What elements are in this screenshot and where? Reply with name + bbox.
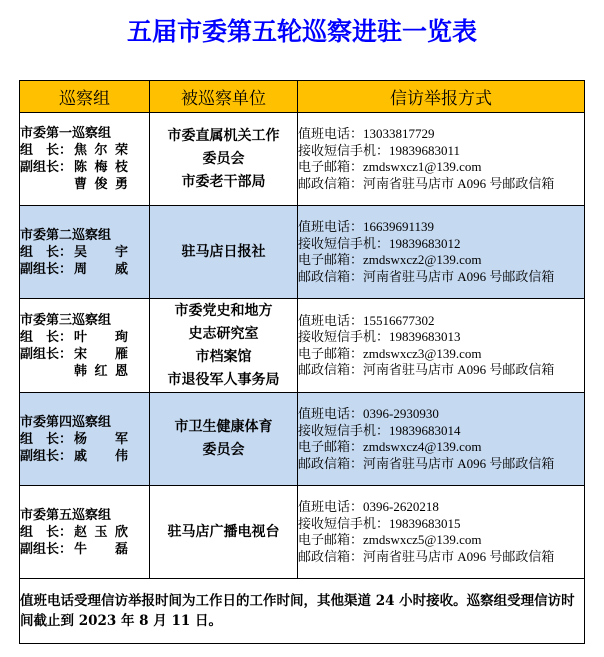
unit-name: 市委直属机关工作 <box>167 127 280 144</box>
leader-name: 焦尔荣 <box>74 143 128 158</box>
table-row <box>20 113 585 206</box>
unit-name: 驻马店日报社 <box>181 243 266 260</box>
sms-phone: 接收短信手机：19839683013 <box>298 329 461 344</box>
deputy-name: 周 威 <box>74 261 128 277</box>
contact-cell <box>298 299 585 393</box>
deputy-name: 宋 雁 <box>74 346 128 362</box>
leader-label: 组 长： <box>20 244 73 260</box>
postal-mailbox: 邮政信箱：河南省驻马店市 A096 号邮政信箱 <box>298 455 555 471</box>
group-name: 市委第五巡察组 <box>20 507 112 523</box>
duty-phone: 值班电话：13033817729 <box>298 126 435 141</box>
deputy-name: 韩红恩 <box>74 363 128 379</box>
email: 电子邮箱：zmdswxcz4@139.com <box>298 439 482 454</box>
unit-name: 驻马店广播电视台 <box>167 523 280 540</box>
leader-line <box>20 524 149 541</box>
postal-mailbox: 邮政信箱：河南省驻马店市 A096 号邮政信箱 <box>298 362 555 377</box>
duty-phone: 值班电话：0396-2620218 <box>298 499 439 514</box>
group-name: 市委第三巡察组 <box>20 312 112 328</box>
duty-phone: 值班电话：0396-2930930 <box>298 406 439 421</box>
sms-phone: 接收短信手机：19839683012 <box>298 235 461 251</box>
group-cell <box>20 486 150 579</box>
unit-name: 委员会 <box>202 442 245 458</box>
deputy-line <box>20 261 149 278</box>
contact-cell <box>298 393 585 486</box>
table-header-row <box>20 81 585 113</box>
unit-name: 史志研究室 <box>188 325 259 342</box>
leader-label: 组 长： <box>20 524 73 540</box>
leader-label: 组 长： <box>20 143 73 158</box>
email: 电子邮箱：zmdswxcz1@139.com <box>298 159 482 174</box>
table-row <box>20 486 585 579</box>
group-cell <box>20 206 150 299</box>
unit-name: 市委党史和地方 <box>174 302 273 319</box>
duty-phone: 值班电话：15516677302 <box>298 312 435 328</box>
group-cell <box>20 299 150 393</box>
unit-cell <box>150 206 298 299</box>
unit-name: 市退役军人事务局 <box>167 371 280 388</box>
deputy-label: 副组长： <box>20 448 73 464</box>
deputy-name: 牛 磊 <box>74 541 128 557</box>
leader-name: 吴 宇 <box>74 244 128 260</box>
postal-mailbox: 邮政信箱：河南省驻马店市 A096 号邮政信箱 <box>298 175 555 191</box>
deputy-name: 戚 伟 <box>74 448 128 464</box>
table-row <box>20 299 585 393</box>
group-cell <box>20 393 150 486</box>
contact-cell <box>298 113 585 206</box>
email: 电子邮箱：zmdswxcz2@139.com <box>298 252 482 267</box>
page-title: 五届市委第五轮巡察进驻一览表 <box>126 17 477 46</box>
leader-name: 杨 军 <box>74 431 128 447</box>
deputy-line <box>20 363 149 380</box>
unit-cell <box>150 486 298 579</box>
group-cell <box>20 113 150 206</box>
footer-row <box>20 579 585 644</box>
sms-phone: 接收短信手机：19839683015 <box>298 515 461 531</box>
contact-cell <box>298 486 585 579</box>
leader-label: 组 长： <box>20 431 73 447</box>
postal-mailbox: 邮政信箱：河南省驻马店市 A096 号邮政信箱 <box>298 548 555 564</box>
table-row <box>20 206 585 299</box>
deputy-line <box>20 176 149 193</box>
unit-cell <box>150 113 298 206</box>
postal-mailbox: 邮政信箱：河南省驻马店市 A096 号邮政信箱 <box>298 268 555 284</box>
contact-cell <box>298 206 585 299</box>
sms-phone: 接收短信手机：19839683011 <box>298 142 461 158</box>
deputy-line <box>20 541 149 558</box>
group-name: 市委第四巡察组 <box>20 414 112 430</box>
group-name: 市委第二巡察组 <box>20 227 112 243</box>
unit-name: 市委老干部局 <box>181 173 266 190</box>
deputy-line <box>20 346 149 363</box>
unit-name: 市卫生健康体育 <box>174 419 273 435</box>
deputy-line <box>20 159 149 176</box>
leader-line <box>20 244 149 261</box>
footer-note: 值班电话受理信访举报时间为工作日的工作时间，其他渠道 24 小时接收。巡察组受理信访时间截止到 2023 年 8 月 11 日。 <box>20 579 585 644</box>
deputy-label: 副组长： <box>20 160 73 175</box>
leader-line <box>20 329 149 346</box>
leader-line <box>20 431 149 448</box>
email: 电子邮箱：zmdswxcz3@139.com <box>298 345 482 361</box>
header-report-methods: 信访举报方式 <box>298 81 585 113</box>
deputy-label: 副组长： <box>20 541 73 557</box>
unit-name: 市档案馆 <box>195 348 252 365</box>
unit-cell <box>150 393 298 486</box>
sms-phone: 接收短信手机：19839683014 <box>298 422 461 438</box>
email: 电子邮箱：zmdswxcz5@139.com <box>298 532 482 547</box>
leader-label: 组 长： <box>20 329 73 345</box>
header-inspected-unit: 被巡察单位 <box>150 81 298 113</box>
group-name: 市委第一巡察组 <box>20 126 112 141</box>
leader-line <box>20 142 149 159</box>
deputy-label: 副组长： <box>20 261 73 277</box>
unit-name: 委员会 <box>202 150 245 167</box>
duty-phone: 值班电话：16639691139 <box>298 219 435 234</box>
deputy-name: 陈梅枝 <box>74 160 128 175</box>
leader-name: 赵玉欣 <box>74 524 128 540</box>
header-inspection-group: 巡察组 <box>20 81 150 113</box>
deputy-label: 副组长： <box>20 346 73 362</box>
inspection-table <box>19 80 585 644</box>
leader-name: 叶 珣 <box>74 329 128 345</box>
deputy-line <box>20 448 149 465</box>
table-row <box>20 393 585 486</box>
unit-cell <box>150 299 298 393</box>
deputy-name: 曹俊勇 <box>74 177 128 192</box>
